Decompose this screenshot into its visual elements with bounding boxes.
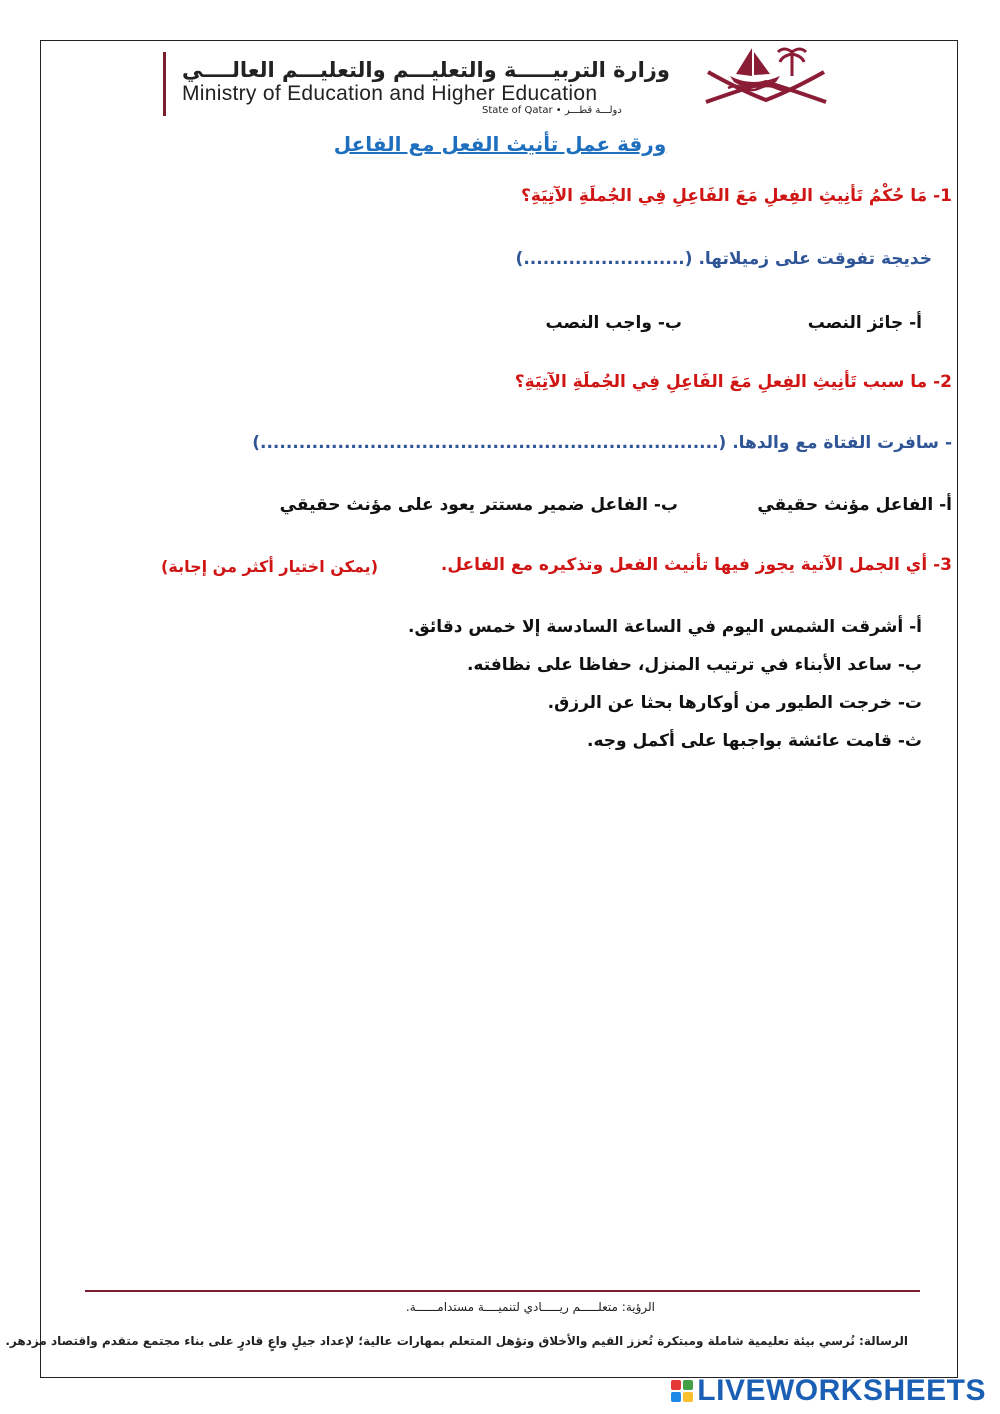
vision-statement: الرؤية: متعلـــــم ريـــــادي لتنميــــة مستدامــــــة. — [405, 1300, 655, 1314]
question-3: 3- أي الجمل الآتية يجوز فيها تأنيث الفعل وتذكيره مع الفاعل. — [440, 555, 952, 575]
q3-option-a[interactable]: أ- أشرقت الشمس اليوم في الساعة السادسة إلا خمس دقائق. — [408, 617, 922, 637]
q1-sentence: خديجة تفوقت على زميلاتها. (.........................) — [515, 249, 932, 269]
q1-option-a[interactable]: أ- جائز النصب — [807, 313, 922, 333]
liveworksheets-logo[interactable] — [671, 1374, 986, 1408]
qatar-emblem-icon — [700, 42, 832, 120]
q2-option-b[interactable]: ب- الفاعل ضمير مستتر يعود على مؤنث حقيقي — [279, 495, 678, 515]
q3-option-c[interactable]: ت- خرجت الطيور من أوكارها بحثا عن الرزق. — [547, 693, 922, 713]
q3-option-d[interactable]: ث- قامت عائشة بواجبها على أكمل وجه. — [587, 731, 922, 751]
question-2: 2- ما سبب تَأنِيثِ الفِعلِ مَعَ الفَاعِلِ فِي الجُملَةِ الآتِيَةِ؟ — [514, 372, 952, 392]
footer-divider — [85, 1290, 920, 1292]
q3-option-b[interactable]: ب- ساعد الأبناء في ترتيب المنزل، حفاظا على نظافته. — [466, 655, 922, 675]
q2-option-a[interactable]: أ- الفاعل مؤنث حقيقي — [757, 495, 952, 515]
liveworksheets-icon — [671, 1380, 693, 1402]
worksheet-title: ورقة عمل تأنيث الفعل مع الفاعل — [333, 132, 667, 156]
q3-note: (يمكن اختيار أكثر من إجابة) — [161, 557, 378, 576]
liveworksheets-wordmark: LIVEWORKSHEETS — [697, 1374, 986, 1407]
mission-statement: الرسالة: نُرسي بيئة تعليمية شاملة ومبتكرة تُعزز القيم والأخلاق وتؤهل المتعلم بمهارات عالية؛ لإعداد جيلٍ واعٍ قادرٍ على بناء مجتمع متقدم واقتصاد مزدهر. — [5, 1334, 908, 1348]
ministry-arabic: وزارة التربيـــــة والتعليـــم والتعليـــم العالــــي — [182, 58, 670, 82]
state-of-qatar: State of Qatar • دولـــة قطـــر — [482, 105, 622, 116]
q2-sentence: - سافرت الفتاة مع والدها. (.......................................................................) — [252, 433, 952, 453]
q1-option-b[interactable]: ب- واجب النصب — [545, 313, 682, 333]
header-divider — [163, 52, 166, 116]
ministry-english: Ministry of Education and Higher Education — [182, 82, 598, 105]
question-1: 1- مَا حُكْمُ تَأنِيثِ الفِعلِ مَعَ الفَاعِلِ فِي الجُملَةِ الآتِيَةِ؟ — [520, 186, 952, 206]
